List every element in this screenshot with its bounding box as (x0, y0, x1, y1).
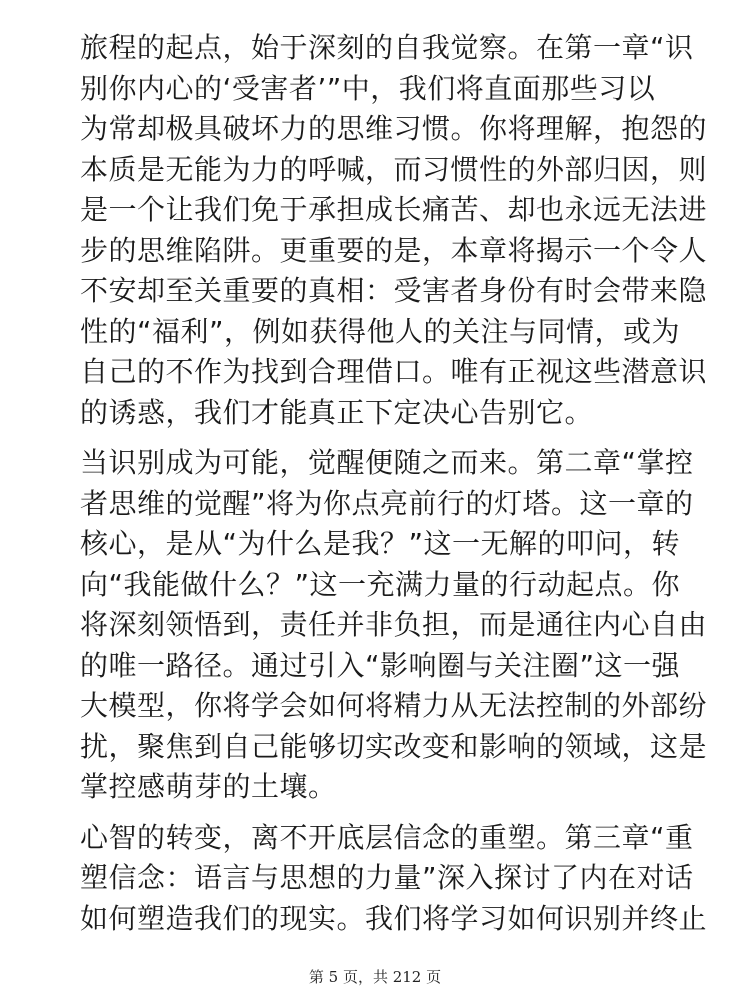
text-line: 为常却极具破坏力的思维习惯。你将理解，抱怨的 (80, 112, 708, 145)
text-line: 的诱惑，我们才能真正下定决心告别它。 (80, 395, 594, 429)
text-line: 当识别成为可能，觉醒便随之而来。第二章“掌控 (80, 446, 694, 479)
text-line: 的唯一路径。通过引入“影响圈与关注圈”这一强 (80, 648, 681, 682)
text-line: 如何塑造我们的现实。我们将学习如何识别并终止 (80, 901, 708, 935)
paragraph (80, 443, 708, 808)
text-line: 塑信念：语言与思想的力量”深入探讨了内在对话 (80, 861, 694, 894)
text-line: 别你内心的‘受害者’”中，我们将直面那些习以 (80, 71, 656, 105)
body-text (80, 28, 708, 949)
paragraph (80, 28, 708, 433)
text-line: 步的思维陷阱。更重要的是，本章将揭示一个令人 (80, 233, 708, 267)
text-line: 掌控感萌芽的土壤。 (80, 770, 337, 803)
text-line: 性的“福利”，例如获得他人的关注与同情，或为 (80, 314, 681, 348)
text-line: 者思维的觉醒”将为你点亮前行的灯塔。这一章的 (80, 486, 694, 520)
page-number-footer: 第 5 页，共 212 页 (308, 968, 442, 986)
text-line: 旅程的起点，始于深刻的自我觉察。在第一章“识 (80, 31, 694, 64)
text-line: 扰，聚焦到自己能够切实改变和影响的领域，这是 (80, 729, 708, 763)
text-line: 不安却至关重要的真相：受害者身份有时会带来隐 (80, 274, 708, 307)
text-line: 将深刻领悟到，责任并非负担，而是通往内心自由 (80, 608, 708, 641)
paragraph (80, 818, 708, 940)
text-line: 自己的不作为找到合理借口。唯有正视这些潜意识 (80, 355, 708, 388)
text-line: 向“我能做什么？”这一充满力量的行动起点。你 (80, 567, 681, 601)
text-line: 是一个让我们免于承担成长痛苦、却也永远无法进 (80, 193, 708, 226)
text-line: 大模型，你将学会如何将精力从无法控制的外部纷 (80, 689, 708, 722)
text-line: 心智的转变，离不开底层信念的重塑。第三章“重 (80, 820, 694, 854)
text-line: 本质是无能为力的呼喊，而习惯性的外部归因，则 (80, 152, 708, 186)
text-line: 核心，是从“为什么是我？”这一无解的叩问，转 (80, 527, 681, 560)
